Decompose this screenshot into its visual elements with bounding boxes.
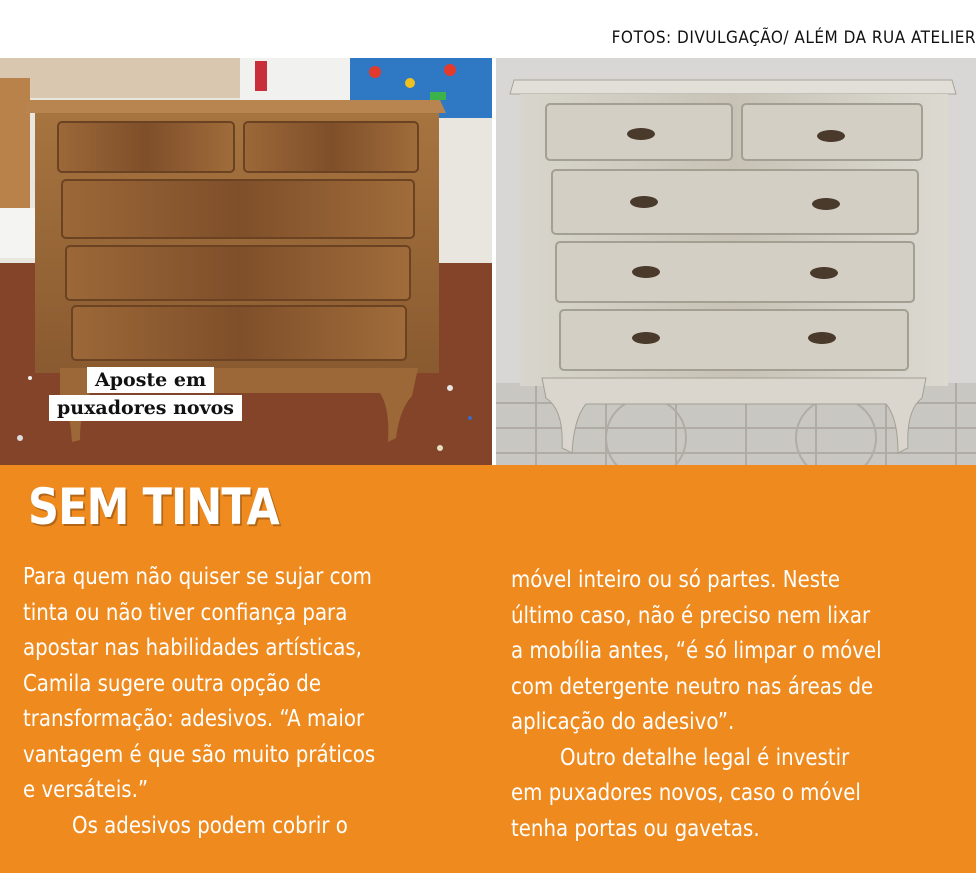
text-line: tenha portas ou gavetas.: [511, 815, 760, 842]
photo-caption: [49, 367, 259, 421]
caption-line-1: Aposte em: [87, 367, 214, 393]
text-line: último caso, não é preciso nem lixar: [511, 602, 871, 629]
bottom-strip: [0, 873, 976, 881]
article-column-2: [511, 563, 967, 847]
text-line: transformação: adesivos. “A maior: [23, 706, 365, 732]
after-dresser-photo: [496, 58, 976, 465]
text-line: tinta ou não tiver confiança para: [23, 599, 348, 626]
text-line: vantagem é que são muito práticos: [23, 741, 376, 768]
section-headline: SEM TINTA: [28, 478, 279, 536]
text-line: em puxadores novos, caso o móvel: [511, 780, 861, 806]
text-line: móvel inteiro ou só partes. Neste: [511, 567, 841, 593]
text-line: Os adesivos podem cobrir o: [72, 812, 348, 839]
caption-line-2: puxadores novos: [49, 395, 242, 421]
text-line: apostar nas habilidades artísticas,: [23, 635, 362, 661]
article-column-1: [23, 560, 453, 844]
text-line: Camila sugere outra opção de: [23, 670, 322, 697]
text-line: Outro detalhe legal é investir: [560, 744, 850, 771]
photo-credit: FOTOS: DIVULGAÇÃO/ ALÉM DA RUA ATELIER: [611, 28, 976, 48]
text-line: e versáteis.”: [23, 777, 149, 803]
text-line: aplicação do adesivo”.: [511, 709, 735, 735]
text-line: Para quem não quiser se sujar com: [23, 564, 372, 590]
text-line: a mobília antes, “é só limpar o móvel: [511, 638, 882, 664]
text-line: com detergente neutro nas áreas de: [511, 673, 874, 700]
